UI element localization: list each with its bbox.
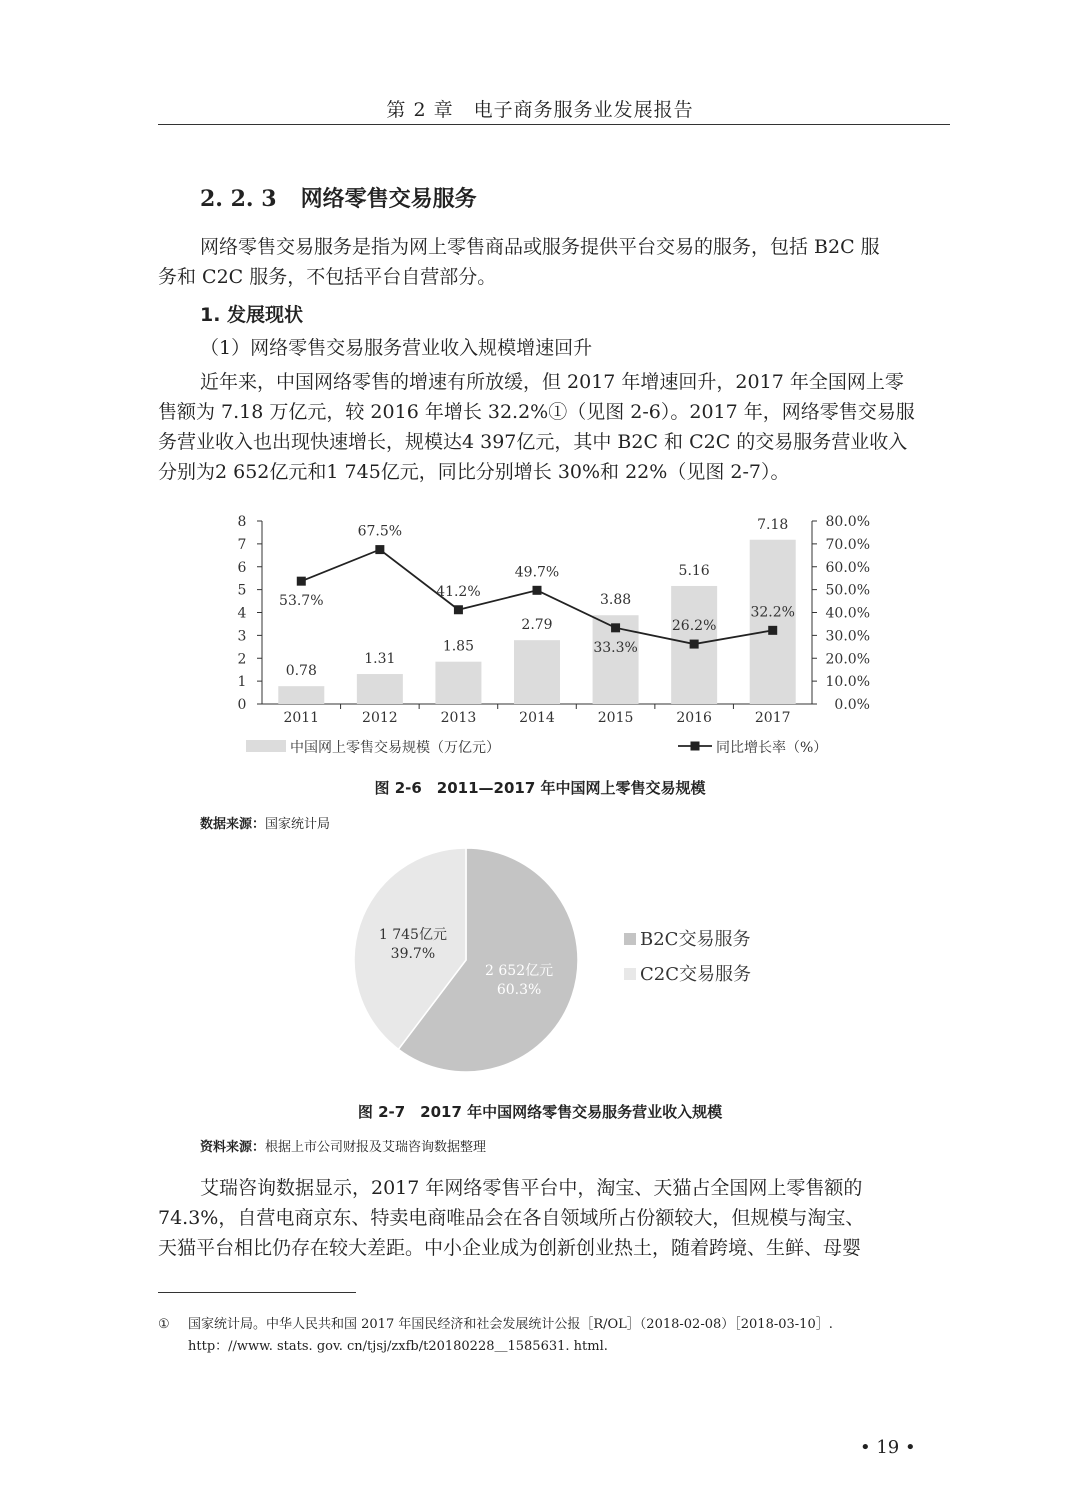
y-tick-label-right: 20.0%: [825, 651, 870, 668]
y-tick-label-left: 8: [237, 514, 247, 530]
text-line: 分别为2 652亿元和1 745亿元，同比分别增长 30%和 22%（见图 2-7）。: [158, 461, 790, 483]
text-line: 艾瑞咨询数据显示，2017 年网络零售平台中，淘宝、天猫占全国网上零售额的: [200, 1177, 863, 1199]
legend-line-label: 同比增长率（%）: [716, 740, 828, 756]
text-line: 74.3%，自营电商京东、特卖电商唯品会在各自领域所占份额较大，但规模与淘宝、: [158, 1207, 865, 1229]
bar-value-label: 1.85: [442, 638, 475, 655]
footnote-rule: [158, 1292, 356, 1293]
line-marker: [768, 626, 777, 635]
legend-bar-label: 中国网上零售交易规模（万亿元）: [290, 740, 500, 756]
bar: [514, 640, 560, 704]
bar: [278, 686, 324, 704]
section-number: 2. 2. 3: [200, 186, 277, 212]
text-line: 近年来，中国网络零售的增速有所放缓，但 2017 年增速回升，2017 年全国网上零: [200, 371, 904, 393]
x-tick-label: 2017: [754, 710, 791, 726]
line-marker: [611, 623, 620, 632]
x-tick-label: 2012: [362, 710, 398, 726]
bar: [357, 674, 403, 704]
figure-2-6-caption: 图 2-6 2011—2017 年中国网上零售交易规模: [374, 779, 706, 797]
line-value-label: 33.3%: [593, 639, 638, 656]
line-value-label: 53.7%: [279, 593, 324, 610]
slice-value-label: 2 652亿元: [485, 962, 554, 979]
slice-percent-label: 39.7%: [390, 946, 436, 963]
x-tick-label: 2011: [283, 710, 320, 726]
source-label: 资料来源：: [200, 1140, 266, 1155]
y-tick-label-right: 30.0%: [825, 628, 870, 645]
line-marker: [375, 545, 384, 554]
y-tick-label-right: 70.0%: [825, 536, 870, 553]
x-tick-label: 2013: [440, 710, 477, 726]
source-text: 根据上市公司财报及艾瑞咨询数据整理: [265, 1140, 487, 1155]
legend-line-marker: [691, 742, 700, 751]
page-number: • 19 •: [860, 1437, 916, 1458]
bar-value-label: 2.79: [521, 617, 553, 634]
closing-paragraph: [158, 1173, 950, 1263]
bar: [435, 662, 481, 704]
bar: [750, 540, 796, 704]
source-text: 国家统计局: [265, 817, 331, 832]
pie-legend-label: C2C交易服务: [640, 964, 751, 985]
bar-value-label: 3.88: [599, 592, 632, 609]
y-tick-label-left: 7: [237, 536, 247, 553]
footnote-url[interactable]: http：//www. stats. gov. cn/tjsj/zxfb/t20180228＿1585631. html.: [188, 1339, 608, 1354]
bar-value-label: 7.18: [757, 516, 789, 533]
footnote-marker: ①: [158, 1317, 170, 1332]
y-tick-label-right: 10.0%: [825, 674, 870, 691]
figure-2-7-caption: 图 2-7 2017 年中国网络零售交易服务营业收入规模: [357, 1103, 723, 1121]
pie-legend-label: B2C交易服务: [640, 929, 751, 950]
bar-value-label: 5.16: [678, 562, 710, 579]
slice-percent-label: 60.3%: [496, 981, 542, 998]
y-tick-label-left: 3: [237, 628, 247, 645]
line-value-label: 41.2%: [436, 583, 481, 600]
line-marker: [297, 577, 306, 586]
slice-value-label: 1 745亿元: [378, 927, 447, 944]
y-tick-label-right: 0.0%: [834, 697, 870, 713]
subheading-status: 1. 发展现状: [200, 304, 304, 326]
y-tick-label-right: 80.0%: [825, 514, 870, 530]
y-tick-label-right: 50.0%: [825, 582, 870, 599]
text-line: 天猫平台相比仍存在较大差距。中小企业成为创新创业热土，随着跨境、生鲜、母婴: [158, 1237, 862, 1259]
pie-legend-swatch: [624, 933, 636, 945]
bar-value-label: 1.31: [364, 651, 396, 668]
subheading-revenue: （1）网络零售交易服务营业收入规模增速回升: [200, 337, 593, 359]
y-tick-label-left: 5: [237, 582, 247, 599]
figure-2-7-source: [200, 1136, 486, 1155]
x-tick-label: 2014: [519, 710, 555, 726]
y-tick-label-right: 40.0%: [825, 605, 870, 622]
x-tick-label: 2016: [676, 710, 712, 726]
text-line: 售额为 7.18 万亿元，较 2016 年增长 32.2%①（见图 2-6）。2017 年，网络零售交易服: [158, 401, 915, 423]
text-line: 务营业收入也出现快速增长，规模达4 397亿元，其中 B2C 和 C2C 的交易服务营业收入: [158, 431, 908, 453]
x-tick-label: 2015: [597, 710, 634, 726]
line-value-label: 32.2%: [750, 604, 795, 621]
text-line: 网络零售交易服务是指为网上零售商品或服务提供平台交易的服务，包括 B2C 服: [200, 236, 880, 258]
source-label: 数据来源：: [200, 817, 266, 832]
pie-legend-swatch: [624, 968, 636, 980]
line-marker: [533, 586, 542, 595]
line-marker: [690, 640, 699, 649]
legend-bar-swatch: [246, 740, 286, 752]
pie-chart: [0, 830, 1080, 1090]
running-head: 第 2 章 电子商务服务业发展报告: [386, 99, 694, 121]
y-tick-label-left: 4: [237, 605, 247, 622]
y-tick-label-left: 0: [237, 697, 247, 713]
line-value-label: 49.7%: [514, 564, 560, 581]
y-tick-label-right: 60.0%: [825, 559, 870, 576]
y-tick-label-left: 6: [237, 559, 247, 576]
y-tick-label-left: 2: [237, 651, 247, 668]
footnote: [158, 1314, 950, 1358]
section-title: 网络零售交易服务: [300, 187, 477, 212]
line-value-label: 67.5%: [357, 523, 403, 540]
footnote-text: 国家统计局。中华人民共和国 2017 年国民经济和社会发展统计公报［R/OL］（2018-02-08）［2018-03-10］.: [188, 1317, 833, 1332]
line-value-label: 26.2%: [671, 618, 717, 635]
y-tick-label-left: 1: [237, 674, 247, 691]
line-marker: [454, 605, 463, 614]
bar-value-label: 0.78: [285, 663, 317, 680]
text-line: 务和 C2C 服务，不包括平台自营部分。: [158, 266, 497, 288]
